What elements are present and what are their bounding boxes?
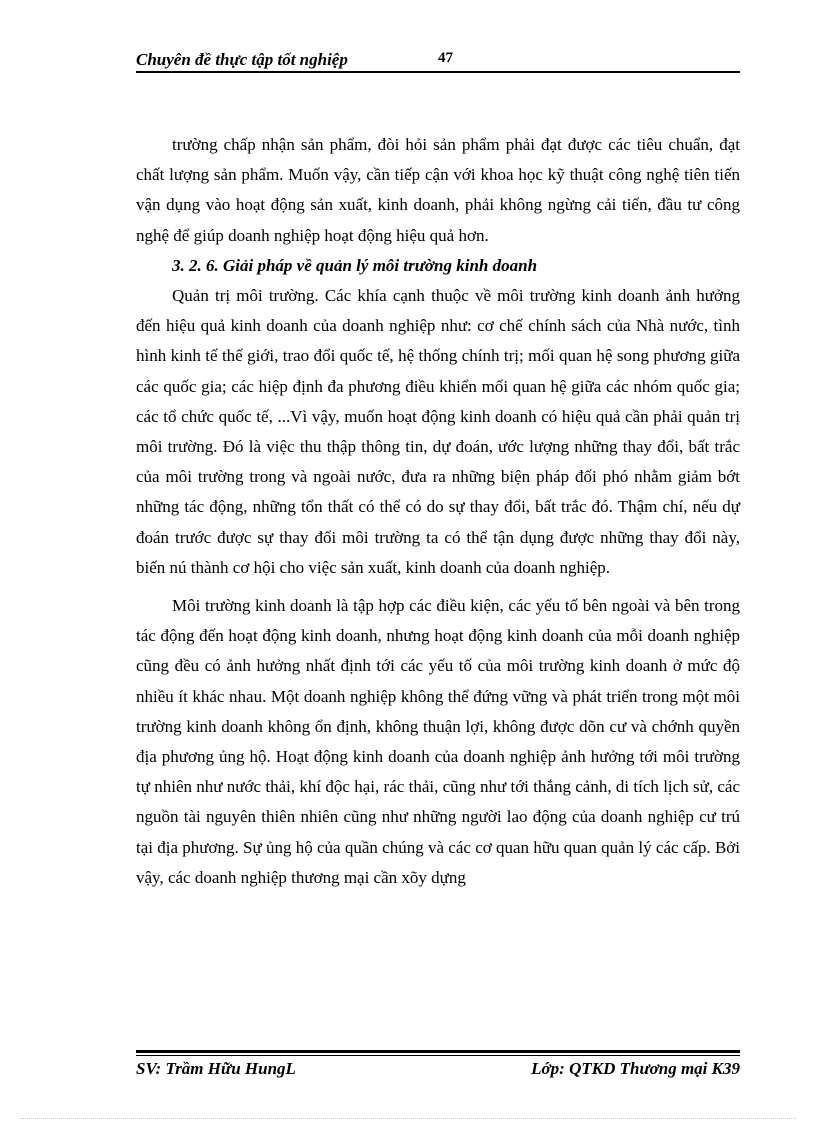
paragraph-1: trường chấp nhận sản phẩm, đòi hỏi sản phẩm phải đạt được các tiêu chuẩn, đạt chất lượng sản phẩm. Muốn vậy, cần tiếp cận với khoa học kỹ thuật công nghệ tiên tiến vận dụng vào hoạt động sản xuất, kinh doanh, phải không ngừng cải tiến, đầu tư công nghệ để giúp doanh nghiệp hoạt động hiệu quả hơn. — [136, 135, 740, 245]
paragraph-2: Quản trị môi trường. Các khía cạnh thuộc về môi trường kinh doanh ảnh hưởng đến hiệu quả kinh doanh của doanh nghiệp như: cơ chế chính sách của Nhà nước, tình hình kinh tế thế giới, trao đổi quốc tế, hệ thống chính trị; mối quan hệ song phương giữa các quốc gia; các hiệp định đa phương điều khiển mối quan hệ giữa các nhóm quốc gia; các tổ chức quốc tế, ...Vì vậy, muốn hoạt động kinh doanh có hiệu quả cần phải quản trị môi trường. Đó là việc thu thập thông tin, dự đoán, ước lượng những thay đổi, bất trắc của môi trường trong và ngoài nước, đưa ra những biện pháp đối phó nhằm giảm bớt những tác động, những tổn thất có thể có do sự thay đổi, bất trắc đó. Thậm chí, nếu dự đoán trước được sự thay đổi môi trường ta có thể tận dụng được những thay đổi này, biến nú thành cơ hội cho việc sản xuất, kinh doanh của doanh nghiệp. — [136, 286, 740, 577]
header-title: Chuyên đề thực tập tốt nghiệp — [136, 50, 348, 69]
footer-rule-thin — [136, 1055, 740, 1056]
footer-class: Lớp: QTKD Thương mại K39 — [531, 1059, 740, 1078]
section-heading: 3. 2. 6. Giải pháp về quản lý môi trường kinh doanh — [172, 255, 538, 275]
footer-student: SV: Trầm Hữu HungL — [136, 1059, 296, 1078]
page-header — [136, 50, 740, 70]
page-edge-divider — [20, 1118, 796, 1119]
header-rule — [136, 71, 740, 73]
paragraph-3: Môi trường kinh doanh là tập hợp các điều kiện, các yếu tố bên ngoài và bên trong tác động đến hoạt động kinh doanh, nhưng hoạt động kinh doanh của mỗi doanh nghiệp cũng đều có ảnh hưởng nhất định tới các yếu tố của môi trường kinh doanh ở mức độ nhiều ít khác nhau. Một doanh nghiệp không thể đứng vững và phát triển trong một môi trường kinh doanh không ổn định, không thuận lợi, không được dõn cư và chớnh quyền địa phương ủng hộ. Hoạt động kinh doanh của doanh nghiệp ảnh hưởng tới môi trường tự nhiên như nước thải, khí độc hại, rác thải, cũng như tới thắng cảnh, di tích lịch sử, các nguồn tài nguyên thiên nhiên cũng như những người lao động của doanh nghiệp cư trú tại địa phương. Sự ủng hộ của quần chúng và các cơ quan hữu quan quản lý các cấp. Bởi vậy, các doanh nghiệp thương mại cần xõy dựng — [136, 596, 740, 887]
page-number: 47 — [438, 50, 453, 66]
body-text — [136, 130, 740, 893]
footer-rule-thick — [136, 1050, 740, 1053]
